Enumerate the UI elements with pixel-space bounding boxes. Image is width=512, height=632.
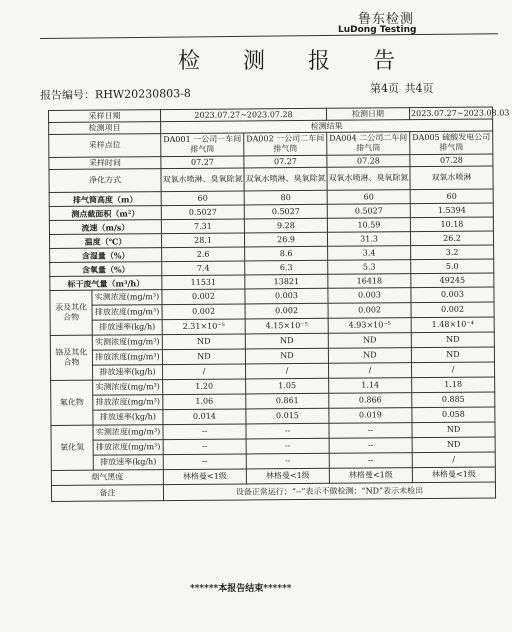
value-cell: 1.5394: [410, 203, 493, 218]
value-cell: 80: [244, 190, 327, 205]
point-cell: DA004 二公司二车间排气筒: [327, 132, 410, 156]
row-label: 实测浓度(mg/m³): [92, 335, 162, 351]
sampling-date-value: 2023.07.27~2023.07.28: [161, 108, 327, 121]
value-cell: ND: [245, 333, 328, 349]
value-cell: 3.4: [328, 246, 411, 261]
row-label: 排放浓度(mg/m³): [92, 305, 162, 321]
value-cell: 1.14: [329, 378, 412, 394]
group-label: 氯化氢: [51, 425, 93, 470]
value-cell: 60: [327, 190, 410, 205]
value-cell: 0.058: [412, 407, 495, 423]
value-cell: --: [163, 439, 246, 455]
company-name-cn: 鲁东检测: [358, 12, 415, 27]
value-cell: 60: [161, 191, 244, 206]
value-cell: --: [246, 423, 329, 439]
value-cell: ND: [412, 422, 495, 438]
group-label: 氟化物: [51, 380, 93, 425]
row-label: 含氧量（%）: [50, 262, 162, 277]
value-cell: --: [163, 424, 246, 440]
value-cell: 7.31: [161, 219, 244, 234]
value-cell: 5.3: [328, 260, 411, 275]
value-cell: 8.6: [245, 246, 328, 261]
value-cell: 7.4: [162, 261, 245, 276]
row-label: 排放浓度(mg/m³): [92, 350, 162, 366]
value-cell: 0.002: [162, 289, 245, 305]
value-cell: /: [328, 363, 411, 379]
test-date-value: 2023.07.27~2023.08.03: [409, 107, 492, 120]
value-cell: ND: [162, 349, 245, 365]
row-label: 排放浓度(mg/m³): [93, 440, 163, 456]
value-cell: 4.93×10⁻⁵: [328, 318, 411, 334]
value-cell: 0.002: [162, 304, 245, 320]
value-cell: 0.885: [412, 392, 495, 408]
group-label: 汞及其化合物: [50, 290, 92, 335]
value-cell: /: [411, 362, 494, 378]
value-cell: 1.18: [412, 377, 495, 393]
value-cell: 0.014: [163, 409, 246, 425]
method-cell: 双氧水喷淋、臭氧除氮: [244, 167, 327, 191]
row-label: 排气筒高度（m）: [49, 192, 161, 207]
value-cell: 0.5027: [244, 204, 327, 219]
row-label: 温度（℃）: [49, 234, 161, 249]
time-label: 采样时间: [49, 157, 161, 170]
value-cell: 林格曼<1级: [163, 469, 246, 485]
row-label: 实测浓度(mg/m³): [92, 290, 162, 306]
value-cell: 1.06: [163, 394, 246, 410]
test-date-label: 检测日期: [326, 108, 409, 121]
item-label: 检测项目: [49, 122, 161, 135]
value-cell: 49245: [411, 273, 494, 288]
value-cell: 5.0: [411, 259, 494, 274]
row-label: 实测浓度(mg/m³): [93, 425, 163, 441]
note-value: 设备正常运行；“--”表示不做检测；“ND”表示未检出: [163, 482, 495, 501]
value-cell: 13821: [245, 274, 328, 289]
point-cell: DA002 一公司二车间排气筒: [244, 132, 327, 156]
value-cell: 0.861: [246, 393, 329, 409]
value-cell: 31.3: [327, 232, 410, 247]
value-cell: 1.05: [246, 378, 329, 394]
value-cell: --: [246, 438, 329, 454]
method-cell: 双氧水喷淋、臭氧除氮: [327, 167, 410, 191]
row-label: 实测浓度(mg/m³): [93, 380, 163, 396]
value-cell: 11531: [162, 275, 245, 290]
value-cell: 16418: [328, 274, 411, 289]
value-cell: 2.6: [162, 247, 245, 262]
value-cell: 0.015: [246, 408, 329, 424]
row-label: 流速（m/s）: [49, 220, 161, 235]
value-cell: 26.2: [410, 231, 493, 246]
value-cell: 9.28: [244, 218, 327, 233]
row-label: 排放速率(kg/h): [92, 320, 162, 336]
value-cell: 0.019: [329, 408, 412, 424]
value-cell: 2.31×10⁻⁵: [162, 319, 245, 335]
report-number: 报告编号：RHW20230803-8: [39, 86, 191, 103]
value-cell: 28.1: [161, 233, 244, 248]
value-cell: 0.002: [245, 303, 328, 319]
value-cell: 3.2: [411, 245, 494, 260]
value-cell: 60: [410, 189, 493, 204]
value-cell: ND: [412, 437, 495, 453]
value-cell: --: [163, 454, 246, 470]
results-label: 检测结果: [161, 119, 493, 134]
time-cell: 07.27: [244, 155, 327, 168]
value-cell: 0.003: [328, 288, 411, 304]
row-label: 标干废气量（m³/h）: [50, 276, 162, 291]
value-cell: 林格曼<1级: [246, 468, 329, 484]
value-cell: 0.5027: [327, 204, 410, 219]
value-cell: 林格曼<1级: [412, 467, 495, 483]
value-cell: /: [163, 364, 246, 380]
group-label: 铬及其化合物: [50, 335, 92, 380]
value-cell: ND: [411, 332, 494, 348]
time-cell: 07.28: [327, 155, 410, 168]
method-cell: 双氧水喷淋: [410, 166, 493, 190]
value-cell: 0.866: [329, 393, 412, 409]
table-row: [49, 131, 493, 157]
value-cell: ND: [245, 348, 328, 364]
header-rule: [40, 33, 498, 39]
value-cell: 10.18: [410, 217, 493, 232]
value-cell: --: [246, 453, 329, 469]
company-name-en: LuDong Testing: [338, 25, 417, 35]
sampling-date-label: 采样日期: [49, 110, 161, 123]
value-cell: /: [246, 363, 329, 379]
row-label: 排放浓度(mg/m³): [93, 395, 163, 411]
results-table: [48, 107, 510, 502]
row-label: 测点截面积（m²）: [49, 206, 161, 221]
value-cell: --: [329, 453, 412, 469]
value-cell: --: [329, 423, 412, 439]
value-cell: ND: [162, 334, 245, 350]
report-title: 检 测 报 告: [178, 49, 413, 74]
row-label: 排放速率(kg/h): [93, 455, 163, 471]
value-cell: 10.59: [327, 218, 410, 233]
value-cell: 1.48×10⁻⁴: [411, 317, 494, 333]
table-row: [51, 482, 495, 501]
time-cell: 07.27: [161, 156, 244, 169]
value-cell: 4.15×10⁻⁵: [245, 318, 328, 334]
row-label: 排放速率(kg/h): [93, 410, 163, 426]
note-label: 备注: [51, 485, 163, 502]
table-row: [49, 166, 493, 192]
value-cell: 1.20: [163, 379, 246, 395]
smoke-label: 烟气黑度: [51, 470, 163, 486]
point-cell: DA005 硫酸发电公司排气筒: [410, 131, 493, 155]
time-cell: 07.28: [410, 154, 493, 167]
value-cell: 0.002: [411, 302, 494, 318]
value-cell: /: [412, 452, 495, 468]
method-cell: 双氧水喷淋、臭氧除氮: [161, 168, 244, 192]
page-indicator: 第4页 共4页: [370, 82, 434, 95]
report-end-marker: ******本报告结束******: [190, 584, 292, 594]
value-cell: ND: [328, 333, 411, 349]
value-cell: 0.003: [245, 288, 328, 304]
value-cell: ND: [328, 348, 411, 364]
value-cell: 0.002: [328, 303, 411, 319]
value-cell: ND: [411, 347, 494, 363]
value-cell: 0.003: [411, 287, 494, 303]
value-cell: 26.9: [244, 232, 327, 247]
row-label: 含湿量（%）: [50, 248, 162, 263]
method-label: 净化方式: [49, 169, 161, 193]
value-cell: 0.5027: [161, 205, 244, 220]
value-cell: 林格曼<1级: [329, 468, 412, 484]
value-cell: 6.3: [245, 260, 328, 275]
row-label: 排放速率(kg/h): [93, 365, 163, 381]
value-cell: --: [329, 438, 412, 454]
point-cell: DA001 一公司一车间排气筒: [161, 133, 244, 157]
point-label: 采样点位: [49, 134, 161, 158]
